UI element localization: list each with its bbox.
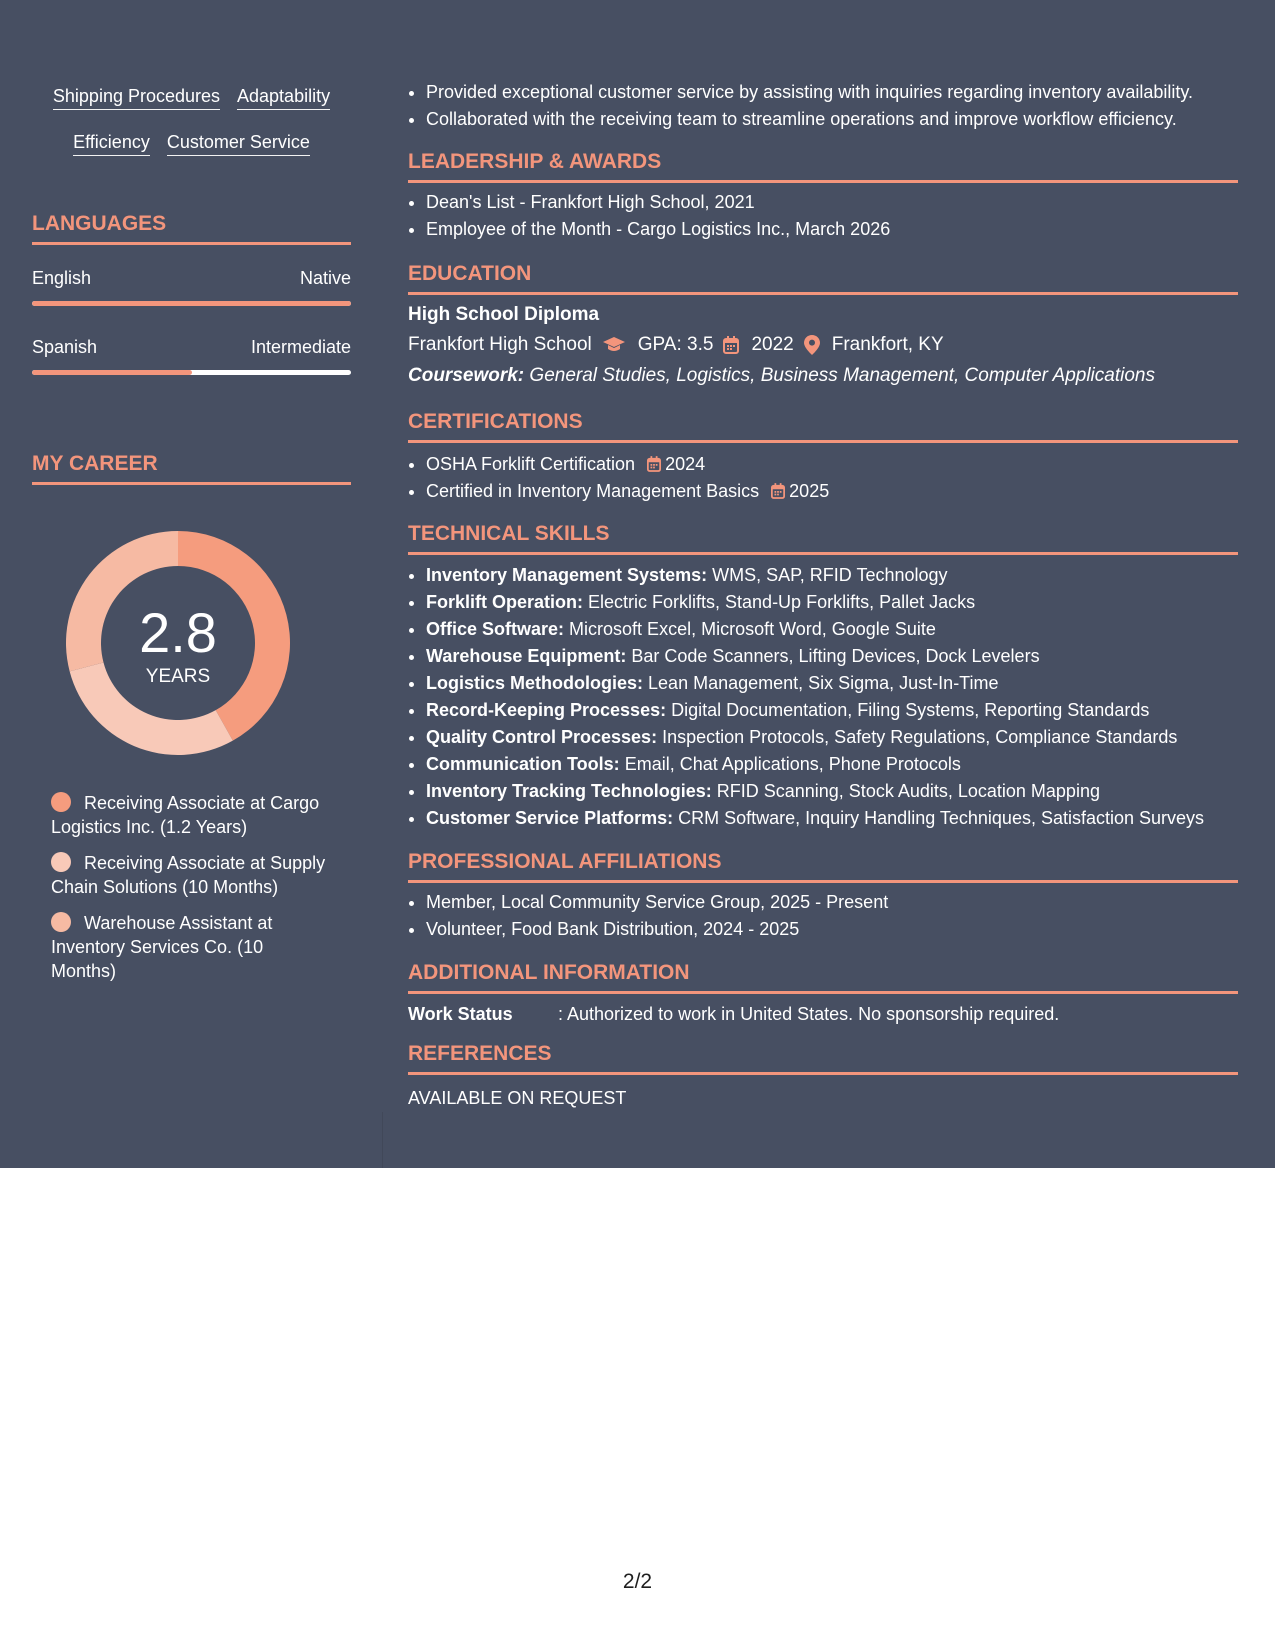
skill-values: Inspection Protocols, Safety Regulations, Compliance Standards <box>662 727 1178 747</box>
column-divider <box>382 1112 383 1168</box>
skill-tag: Customer Service <box>167 132 310 156</box>
references-text: AVAILABLE ON REQUEST <box>408 1088 627 1108</box>
career-donut-chart <box>66 531 290 755</box>
technical-skill-item <box>426 643 1238 670</box>
skill-category: Inventory Tracking Technologies: <box>426 781 712 801</box>
legend-dot <box>51 912 71 932</box>
affiliation-item: • Member, Local Community Service Group, 2025 - Present <box>426 889 1238 916</box>
education-entry <box>408 302 1238 390</box>
skill-category: Warehouse Equipment: <box>426 646 627 666</box>
affiliations-list <box>408 889 1238 943</box>
certification-year: 2025 <box>789 481 830 501</box>
page-number: 2/2 <box>622 1570 653 1593</box>
map-pin-icon <box>804 335 820 355</box>
work-status <box>408 1002 1238 1026</box>
career-total-unit: YEARS <box>145 666 211 687</box>
career-role-label: Warehouse Assistant at Inventory Services Co. (10 Months) <box>51 913 273 981</box>
skill-tag: Efficiency <box>73 132 150 156</box>
leadership-title: LEADERSHIP & AWARDS <box>408 150 1238 183</box>
language-spanish <box>32 337 351 375</box>
skill-category: Quality Control Processes: <box>426 727 658 747</box>
technical-skill-item <box>426 562 1238 589</box>
graduation-cap-icon <box>602 336 626 354</box>
skill-category: Office Software: <box>426 619 565 639</box>
certification-name: Certified in Inventory Management Basics <box>426 481 760 501</box>
skill-values: Bar Code Scanners, Lifting Devices, Dock Levelers <box>631 646 1040 666</box>
skill-category: Forklift Operation: <box>426 592 583 612</box>
language-english <box>32 268 351 306</box>
career-total-value: 2.8 <box>139 601 217 664</box>
education-degree: High School Diploma <box>408 304 600 325</box>
technical-skill-item <box>426 778 1238 805</box>
skill-values: RFID Scanning, Stock Audits, Location Mapping <box>716 781 1100 801</box>
legend-dot <box>51 852 71 872</box>
leadership-item: • Dean's List - Frankfort High School, 2021 <box>426 189 1238 216</box>
language-proficiency-fill <box>32 301 351 306</box>
skill-values: Electric Forklifts, Stand-Up Forklifts, Pallet Jacks <box>588 592 976 612</box>
career-legend-item <box>51 911 331 983</box>
skill-category: Inventory Management Systems: <box>426 565 708 585</box>
language-proficiency-bar <box>32 370 351 375</box>
language-level: Native <box>299 268 351 288</box>
education-gpa: GPA: 3.5 <box>637 334 714 355</box>
skill-values: WMS, SAP, RFID Technology <box>712 565 948 585</box>
skill-category: Logistics Methodologies: <box>426 673 644 693</box>
skill-category: Record-Keeping Processes: <box>426 700 667 720</box>
calendar-icon <box>723 336 739 354</box>
certifications-title: CERTIFICATIONS <box>408 410 1238 443</box>
skill-values: Digital Documentation, Filing Systems, Reporting Standards <box>671 700 1150 720</box>
calendar-icon <box>771 483 785 499</box>
additional-info-title: ADDITIONAL INFORMATION <box>408 961 1238 994</box>
certification-name: OSHA Forklift Certification <box>426 454 636 474</box>
skill-tag: Adaptability <box>237 86 330 110</box>
career-role-label: Receiving Associate at Supply Chain Solutions (10 Months) <box>51 853 326 897</box>
skill-values: CRM Software, Inquiry Handling Techniques, Satisfaction Surveys <box>678 808 1205 828</box>
technical-skill-item <box>426 670 1238 697</box>
language-proficiency-bar <box>32 301 351 306</box>
education-coursework <box>408 362 1238 390</box>
certifications-list <box>408 451 1238 505</box>
calendar-icon <box>647 456 661 472</box>
experience-bullet: • Collaborated with the receiving team to streamline operations and improve workflow efficiency. <box>426 106 1238 133</box>
technical-skill-item <box>426 589 1238 616</box>
skill-values: Lean Management, Six Sigma, Just-In-Time <box>648 673 999 693</box>
language-level: Intermediate <box>250 337 351 357</box>
skill-category: Communication Tools: <box>426 754 620 774</box>
career-title: MY CAREER <box>32 452 351 485</box>
affiliation-item: • Volunteer, Food Bank Distribution, 2024 - 2025 <box>426 916 1238 943</box>
languages-title: LANGUAGES <box>32 212 351 245</box>
work-status-label: Work Status <box>408 1004 513 1024</box>
language-name: English <box>32 268 92 288</box>
certification-item <box>426 451 1238 478</box>
technical-skills-title: TECHNICAL SKILLS <box>408 522 1238 555</box>
skill-tag: Shipping Procedures <box>53 86 220 110</box>
language-name: Spanish <box>32 337 98 357</box>
legend-dot <box>51 792 71 812</box>
technical-skill-item <box>426 616 1238 643</box>
career-legend <box>51 791 331 995</box>
coursework-label: Coursework: <box>408 365 525 386</box>
technical-skill-item <box>426 697 1238 724</box>
certification-year: 2024 <box>665 454 706 474</box>
work-status-value: : Authorized to work in United States. No sponsorship required. <box>558 1004 1060 1024</box>
leadership-list <box>408 189 1238 243</box>
coursework-value: General Studies, Logistics, Business Management, Computer Applications <box>529 365 1155 386</box>
career-legend-item <box>51 791 331 839</box>
skill-category: Customer Service Platforms: <box>426 808 674 828</box>
education-school: Frankfort High School <box>408 334 592 355</box>
technical-skill-item <box>426 805 1238 832</box>
skill-values: Microsoft Excel, Microsoft Word, Google Suite <box>569 619 936 639</box>
technical-skill-item <box>426 751 1238 778</box>
experience-bullets <box>408 79 1238 133</box>
references-title: REFERENCES <box>408 1042 1238 1075</box>
career-legend-item <box>51 851 331 899</box>
certification-item <box>426 478 1238 505</box>
affiliations-title: PROFESSIONAL AFFILIATIONS <box>408 850 1238 883</box>
career-role-label: Receiving Associate at Cargo Logistics Inc. (1.2 Years) <box>51 793 320 837</box>
skill-values: Email, Chat Applications, Phone Protocols <box>624 754 961 774</box>
experience-bullet: • Provided exceptional customer service by assisting with inquiries regarding inventory availability. <box>426 79 1238 106</box>
leadership-item: • Employee of the Month - Cargo Logistics Inc., March 2026 <box>426 216 1238 243</box>
education-title: EDUCATION <box>408 262 1238 295</box>
technical-skill-item <box>426 724 1238 751</box>
skill-tags <box>32 86 351 156</box>
technical-skills-list <box>408 562 1238 832</box>
language-proficiency-fill <box>32 370 192 375</box>
education-year: 2022 <box>751 334 794 355</box>
education-location: Frankfort, KY <box>831 334 944 355</box>
